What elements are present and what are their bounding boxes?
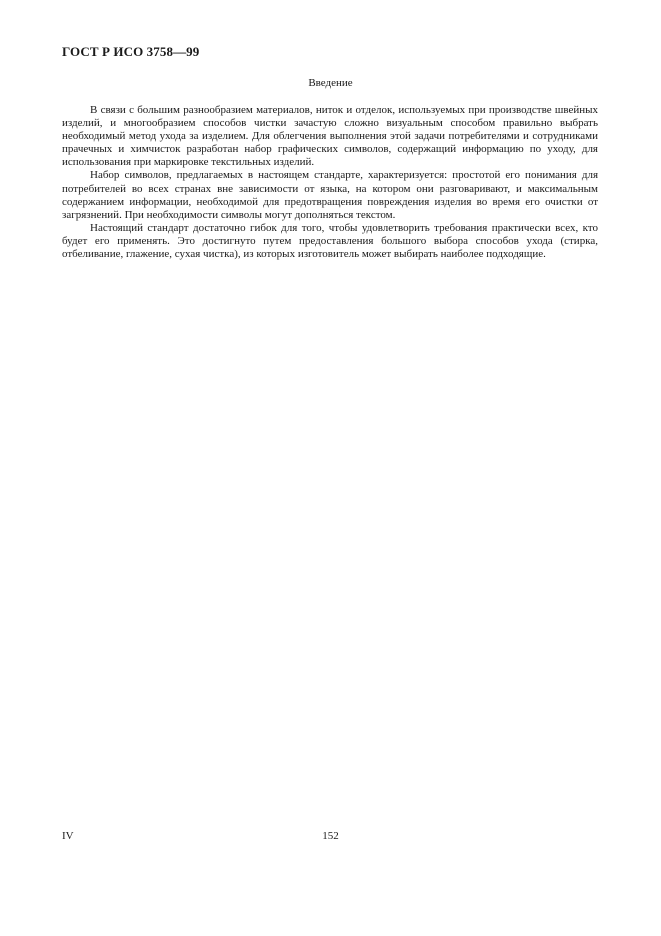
footer-roman-page: IV (62, 830, 74, 842)
paragraph-1: В связи с большим разнообразием материалов, ниток и отделок, используемых при производстве швейных изделий, и многообразием способов чистки зачастую сложно визуальным способом правильно выбрать необходимый метод ухода за изделием. Для облегчения выполнения этой задачи потребителями и сотрудниками прачечных и химчисток разработан набор графических символов, содержащий информацию по уходу, для использования при маркировке текстильных изделий. (62, 104, 598, 169)
document-header-id: ГОСТ Р ИСО 3758—99 (62, 44, 200, 59)
body-text (62, 104, 598, 261)
section-title: Введение (308, 77, 353, 89)
footer-page-number: 152 (322, 830, 339, 842)
paragraph-2: Набор символов, предлагаемых в настоящем стандарте, характеризуется: простотой его понимания для потребителей во всех странах вне зависимости от языка, на котором они разговаривают, и максимальным содержанием информации, необходимой для предотвращения повреждения изделия во время его очистки от загрязнений. При необходимости символы могут дополняться текстом. (62, 169, 598, 221)
paragraph-3: Настоящий стандарт достаточно гибок для того, чтобы удовлетворить требования практически всех, кто будет его применять. Это достигнуто путем предоставления большого выбора способов ухода (стирка, отбеливание, глажение, сухая чистка), из которых изготовитель может выбирать наиболее подходящие. (62, 221, 598, 261)
